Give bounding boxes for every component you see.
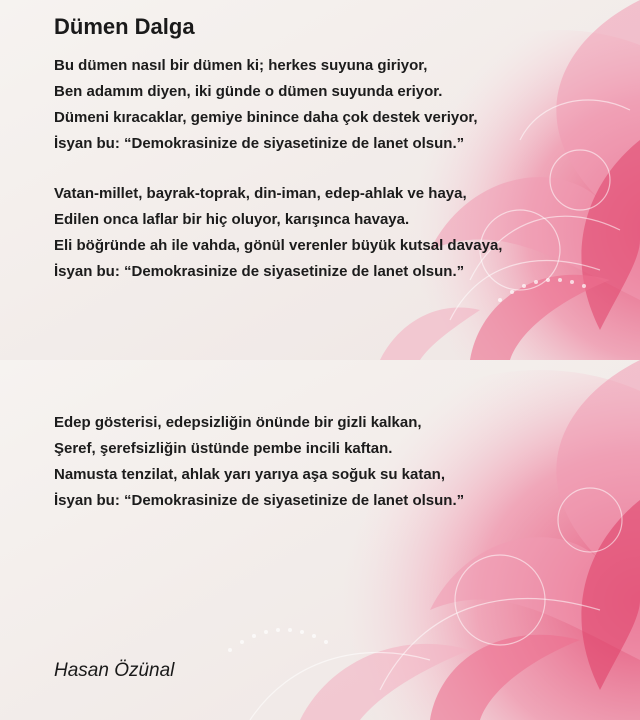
stanza-2 xyxy=(54,181,502,285)
poem-line: İsyan bu: “Demokrasinize de siyasetinize de lanet olsun.” xyxy=(54,492,465,509)
stanza-3 xyxy=(54,410,464,514)
poem-line: Şeref, şerefsizliğin üstünde pembe incili kaftan. xyxy=(54,440,393,457)
poem-line: Dümeni kıracaklar, gemiye binince daha çok destek veriyor, xyxy=(54,109,478,126)
poem-line: Bu dümen nasıl bir dümen ki; herkes suyuna giriyor, xyxy=(54,57,428,74)
poem-line: Edilen onca laflar bir hiç oluyor, karışınca havaya. xyxy=(54,211,410,228)
poem-line: Eli böğründe ah ile vahda, gönül verenler büyük kutsal davaya, xyxy=(54,237,503,254)
stanza-1 xyxy=(54,53,478,157)
poem-line: Namusta tenzilat, ahlak yarı yarıya aşa soğuk su katan, xyxy=(54,466,446,483)
poem-line: Edep gösterisi, edepsizliğin önünde bir gizli kalkan, xyxy=(54,414,422,431)
poem-line: İsyan bu: “Demokrasinize de siyasetinize de lanet olsun.” xyxy=(54,263,465,280)
poem-title: Dümen Dalga xyxy=(54,14,195,39)
poem-author: Hasan Özünal xyxy=(54,660,175,681)
poem-line: İsyan bu: “Demokrasinize de siyasetinize de lanet olsun.” xyxy=(54,135,465,152)
poem-line: Vatan-millet, bayrak-toprak, din-iman, edep-ahlak ve haya, xyxy=(54,185,467,202)
poem-line: Ben adamım diyen, iki günde o dümen suyunda eriyor. xyxy=(54,83,443,100)
